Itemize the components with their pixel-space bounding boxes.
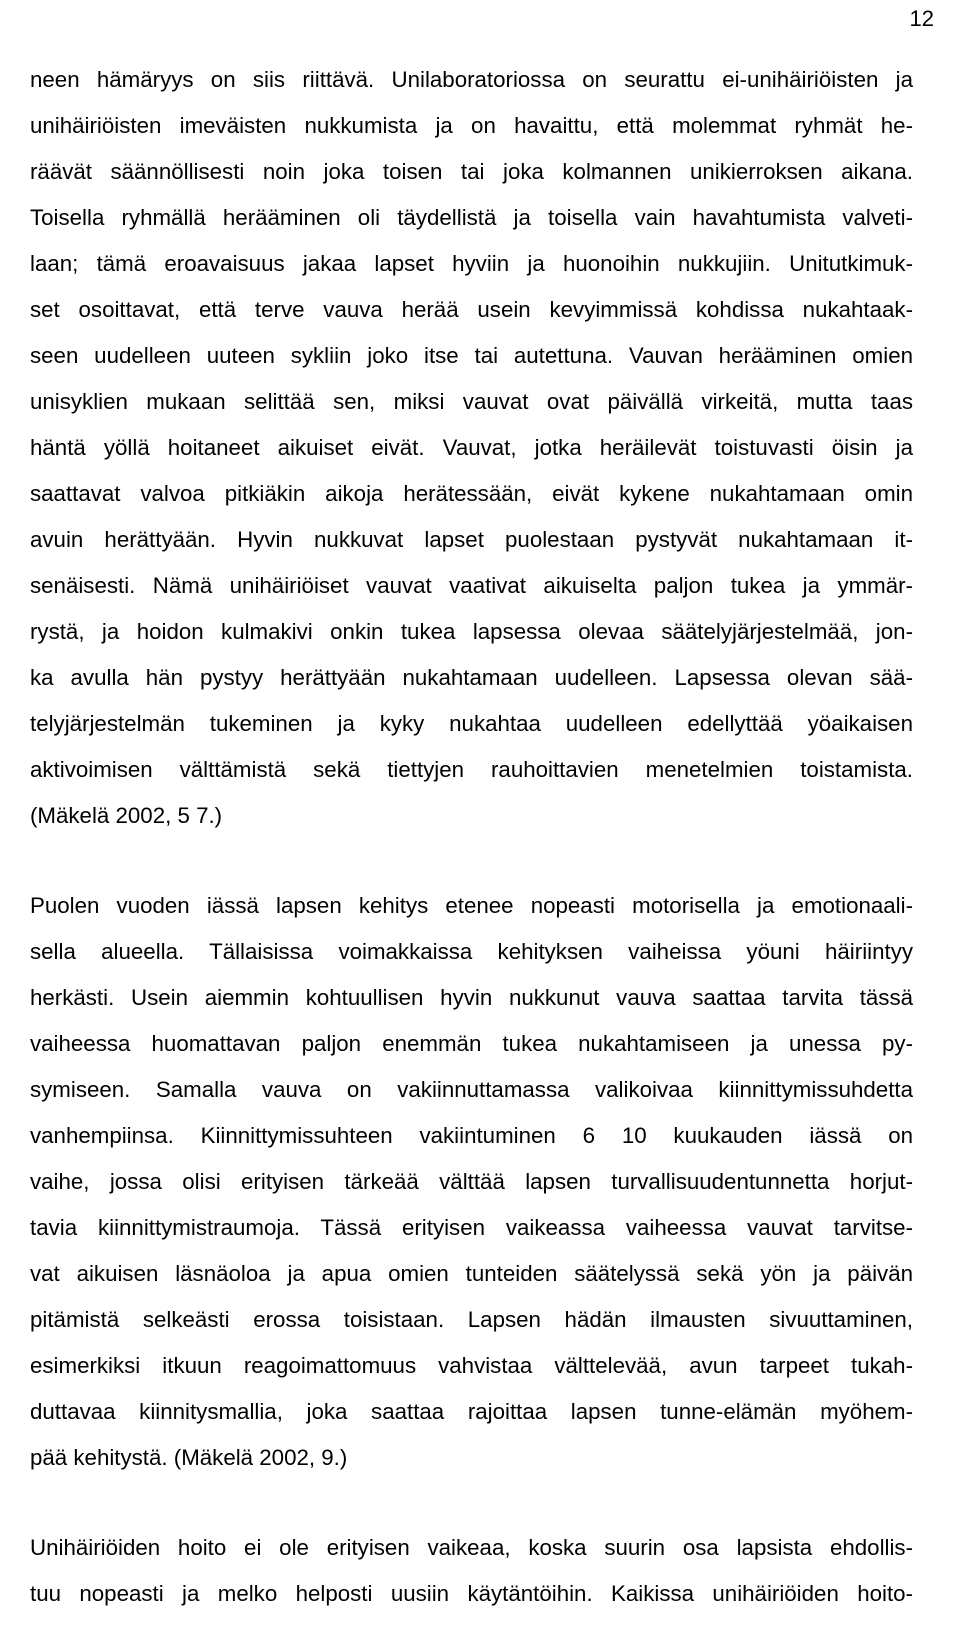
text-line: tavia kiinnittymistraumoja. Tässä erityisen vaikeassa vaiheessa vauvat tarvitse- <box>30 1215 913 1240</box>
text-line: pitämistä selkeästi erossa toisistaan. Lapsen hädän ilmausten sivuuttaminen, <box>30 1307 913 1332</box>
text-line: vat aikuisen läsnäoloa ja apua omien tunteiden säätelyssä sekä yön ja päivän <box>30 1261 913 1286</box>
text-line: set osoittavat, että terve vauva herää usein kevyimmissä kohdissa nukahtaak- <box>30 297 913 322</box>
text-line: unihäiriöisten imeväisten nukkumista ja on havaittu, että molemmat ryhmät he- <box>30 113 913 138</box>
text-line: (Mäkelä 2002, 5 7.) <box>30 803 223 828</box>
text-line: pää kehitystä. (Mäkelä 2002, 9.) <box>30 1445 348 1470</box>
text-line: duttavaa kiinnitysmallia, joka saattaa rajoittaa lapsen tunne-elämän myöhem- <box>30 1399 913 1424</box>
text-line: Toisella ryhmällä herääminen oli täydellistä ja toisella vain havahtumista valveti- <box>30 205 913 230</box>
text-line: vaihe, jossa olisi erityisen tärkeää välttää lapsen turvallisuudentunnetta horjut- <box>30 1169 913 1194</box>
text-line: senäisesti. Nämä unihäiriöiset vauvat vaativat aikuiselta paljon tukea ja ymmär- <box>30 573 913 598</box>
text-line: saattavat valvoa pitkiäkin aikoja herätessään, eivät kykene nukahtamaan omin <box>30 481 913 506</box>
text-line: laan; tämä eroavaisuus jakaa lapset hyviin ja huonoihin nukkujiin. Unitutkimuk- <box>30 251 913 276</box>
text-line: aktivoimisen välttämistä sekä tiettyjen rauhoittavien menetelmien toistamista. <box>30 757 913 782</box>
text-line: sella alueella. Tällaisissa voimakkaissa kehityksen vaiheissa yöuni häiriintyy <box>30 939 913 964</box>
text-line: neen hämäryys on siis riittävä. Unilaboratoriossa on seurattu ei-unihäiriöisten ja <box>30 67 913 92</box>
text-line: vaiheessa huomattavan paljon enemmän tukea nukahtamiseen ja unessa py- <box>30 1031 913 1056</box>
text-line: esimerkiksi itkuun reagoimattomuus vahvistaa välttelevää, avun tarpeet tukah- <box>30 1353 913 1378</box>
text-line: telyjärjestelmän tukeminen ja kyky nukahtaa uudelleen edellyttää yöaikaisen <box>30 711 913 736</box>
text-line: tuu nopeasti ja melko helposti uusiin käytäntöihin. Kaikissa unihäiriöiden hoito- <box>30 1581 913 1606</box>
text-line: unisyklien mukaan selittää sen, miksi vauvat ovat päivällä virkeitä, mutta taas <box>30 389 913 414</box>
text-line: vanhempiinsa. Kiinnittymissuhteen vakiintuminen 6 10 kuukauden iässä on <box>30 1123 913 1148</box>
text-line: räävät säännöllisesti noin joka toisen tai joka kolmannen unikierroksen aikana. <box>30 159 913 184</box>
text-line: ka avulla hän pystyy herättyään nukahtamaan uudelleen. Lapsessa olevan sää- <box>30 665 913 690</box>
text-line: Puolen vuoden iässä lapsen kehitys etenee nopeasti motorisella ja emotionaali- <box>30 893 913 918</box>
page-number: 12 <box>909 6 934 31</box>
text-line: häntä yöllä hoitaneet aikuiset eivät. Vauvat, jotka heräilevät toistuvasti öisin ja <box>30 435 913 460</box>
text-line: Unihäiriöiden hoito ei ole erityisen vaikeaa, koska suurin osa lapsista ehdollis- <box>30 1535 913 1560</box>
text-line: symiseen. Samalla vauva on vakiinnuttamassa valikoivaa kiinnittymissuhdetta <box>30 1077 913 1102</box>
text-line: herkästi. Usein aiemmin kohtuullisen hyvin nukkunut vauva saattaa tarvita tässä <box>30 985 913 1010</box>
text-line: seen uudelleen uuteen sykliin joko itse tai autettuna. Vauvan herääminen omien <box>30 343 913 368</box>
text-line: rystä, ja hoidon kulmakivi onkin tukea lapsessa olevaa säätelyjärjestelmää, jon- <box>30 619 913 644</box>
text-line: avuin herättyään. Hyvin nukkuvat lapset puolestaan pystyvät nukahtamaan it- <box>30 527 913 552</box>
